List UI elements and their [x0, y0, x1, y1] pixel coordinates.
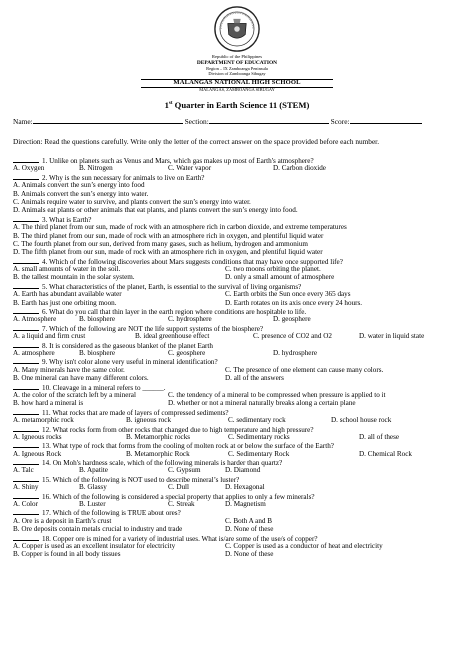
question-text: 17. Which of the following is TRUE about ores?	[42, 509, 181, 518]
choice-option: D. Magnetism	[225, 500, 266, 509]
choice-option: D. school house rock	[331, 416, 392, 425]
choice-option: B. Metamorphic rocks	[126, 432, 191, 441]
choice-row	[13, 332, 467, 340]
question-text: 12. What rocks form from other rocks that changed due to high temperature and high pressure?	[42, 425, 314, 434]
question-line	[13, 282, 467, 290]
question-text: 8. It is considered as the gaseous blanket of the planet Earth	[42, 341, 213, 350]
choice-option: A. metamorphic rock	[13, 416, 74, 425]
choice-text: A. The third planet from our sun, made of rock with an atmosphere rich in carbon dioxide, and extreme temperatures	[13, 223, 347, 232]
header-division: Division of Zamboanga Sibugay	[208, 71, 266, 76]
question-line	[13, 458, 467, 466]
question-line	[13, 408, 467, 416]
answer-blank[interactable]	[13, 534, 39, 541]
choice-option: A. Ore is a deposit in Earth’s crust	[13, 516, 112, 525]
question-text: 13. What type of rock that forms from the cooling of molten rock at or below the surface of the Earth?	[42, 442, 334, 451]
choice-row	[13, 374, 467, 382]
choice-text: B. Animals convert the sun’s energy into water.	[13, 189, 149, 198]
choice-option: D. Carbon dioxide	[273, 164, 326, 173]
choice-row	[13, 466, 467, 474]
choice-option: C. Streak	[168, 500, 195, 509]
answer-blank[interactable]	[13, 173, 39, 180]
answer-blank[interactable]	[13, 425, 39, 432]
choice-option: D. Earth rotates on its axis once every 24 hours.	[225, 298, 363, 307]
choice-option: A. the color of the scratch left by a mineral	[13, 390, 136, 399]
choice-option: C. Gypsum	[168, 466, 201, 475]
question-text: 18. Copper ore is mined for a variety of industrial uses. What is/are some of the use/s of copper?	[42, 534, 318, 543]
choice-option: D. None of these	[225, 550, 274, 559]
choice-row	[13, 517, 467, 525]
choice-row	[13, 542, 467, 550]
choice-option: C. Earth orbits the Sun once every 365 days	[225, 290, 351, 299]
question-line	[13, 156, 467, 164]
choice-option: A. Earth has abundant available water	[13, 290, 122, 299]
choice-line	[13, 223, 467, 231]
choice-option: C. Copper is used as a conductor of heat and electricity	[225, 541, 383, 550]
score-field[interactable]	[350, 116, 422, 124]
choice-option: D. geosphere	[273, 315, 311, 324]
choice-line	[13, 198, 467, 206]
choice-option: C. sedimentary rock	[228, 416, 286, 425]
choice-option: B. Apatite	[79, 466, 108, 475]
answer-blank[interactable]	[13, 156, 39, 163]
choice-option: A. Talc	[13, 466, 34, 475]
question-text: 15. Which of the following is NOT used to describe mineral’s luster?	[42, 475, 240, 484]
choice-row	[13, 450, 467, 458]
answer-blank[interactable]	[13, 357, 39, 364]
question-line	[13, 508, 467, 516]
choice-text: B. The third planet from our sun, made of rock with an atmosphere rich in oxygen, and plentiful liquid water	[13, 231, 324, 240]
choice-option: D. all of these	[359, 432, 400, 441]
answer-blank[interactable]	[13, 441, 39, 448]
question-text: 10. Cleavage in a mineral refers to ______.	[42, 383, 166, 392]
answer-blank[interactable]	[13, 475, 39, 482]
choice-option: C. Both A and B	[225, 516, 273, 525]
choice-row	[13, 433, 467, 441]
name-field[interactable]	[33, 116, 183, 124]
choice-line	[13, 240, 467, 248]
choice-row	[13, 399, 467, 407]
choice-option: B. One mineral can have many different colors.	[13, 374, 149, 383]
exam-title: 1st Quarter in Earth Science 11 (STEM)	[164, 100, 310, 110]
choice-option: A. atmosphere	[13, 348, 55, 357]
question-line	[13, 492, 467, 500]
question-text: 16. Which of the following is considered a special property that applies to only a few minerals?	[42, 492, 315, 501]
choice-option: C. Sedimentary rocks	[228, 432, 290, 441]
question-line	[13, 215, 467, 223]
answer-blank[interactable]	[13, 215, 39, 222]
header-republic: Republic of the Philippines	[211, 54, 263, 59]
choice-option: B. Earth has just one orbiting moon.	[13, 298, 117, 307]
choice-option: B. Copper is found in all body tissues	[13, 550, 121, 559]
answer-blank[interactable]	[13, 282, 39, 289]
choice-row	[13, 483, 467, 491]
choice-option: B. Nitrogen	[79, 164, 113, 173]
question-text: 2. Why is the sun necessary for animals to live on Earth?	[42, 173, 205, 182]
choice-text: D. Animals eat plants or other animals that eat plants, and plants convert the sun’s energy into food.	[13, 206, 298, 215]
choice-option: B. Luster	[79, 500, 106, 509]
choice-option: B. biosphere	[79, 348, 116, 357]
choice-option: C. Dull	[168, 483, 190, 492]
question-text: 5. What characteristics of the planet, Earth, is essential to the survival of living organisms?	[42, 282, 302, 291]
section-label: Section:	[184, 117, 209, 126]
choice-option: D. whether or not a mineral naturally breaks along a certain plane	[168, 399, 356, 408]
choice-text: D. The fifth planet from our sun, made of rock with an atmosphere rich in oxygen, and plentiful liquid water	[13, 248, 323, 257]
question-text: 11. What rocks that are made of layers of compressed sediments?	[42, 408, 229, 417]
choice-row	[13, 525, 467, 533]
question-line	[13, 173, 467, 181]
question-line	[13, 441, 467, 449]
answer-blank[interactable]	[13, 458, 39, 465]
question-line	[13, 341, 467, 349]
questions-list	[13, 156, 467, 559]
choice-option: C. Sedimentary Rock	[228, 449, 290, 458]
choice-line	[13, 190, 467, 198]
choice-row	[13, 349, 467, 357]
deped-seal-icon	[214, 6, 260, 52]
question-line	[13, 357, 467, 365]
answer-blank[interactable]	[13, 492, 39, 499]
question-text: 3. What is Earth?	[42, 215, 92, 224]
question-text: 9. Why isn't color alone very useful in mineral identification?	[42, 358, 218, 367]
choice-option: D. water in liquid state	[359, 332, 425, 341]
choice-option: B. biosphere	[79, 315, 116, 324]
question-text: 1. Unlike on planets such as Venus and Mars, which gas makes up most of Earth's atmosphere?	[42, 157, 314, 165]
choice-option: C. presence of CO2 and O2	[253, 332, 332, 341]
choice-option: C. the tendency of a mineral to be compressed when pressure is applied to it	[168, 390, 386, 399]
answer-blank[interactable]	[13, 508, 39, 515]
choice-option: B. Ore deposits contain metals crucial to industry and trade	[13, 525, 183, 534]
choice-option: D. only a small amount of atmosphere	[225, 273, 335, 282]
question-text: 14. On Moh's hardness scale, which of the following minerals is harder than quartz?	[42, 459, 283, 468]
choice-option: A. Igneous rocks	[13, 432, 62, 441]
choice-option: D. all of the answers	[225, 374, 284, 383]
choice-option: C. The presence of one element can cause many colors.	[225, 365, 384, 374]
question-text: 7. Which of the following are NOT the life support systems of the biosphere?	[42, 324, 264, 333]
choice-option: C. geosphere	[168, 348, 206, 357]
choice-row	[13, 164, 467, 172]
header-region: Region – IX Zamboanga Peninsula	[206, 66, 268, 71]
school-name: MALANGAS NATIONAL HIGH SCHOOL	[173, 79, 301, 86]
choice-row	[13, 273, 467, 281]
question-line	[13, 383, 467, 391]
choice-text: C. The fourth planet from our sun, derived from many gases, such as helium, hydrogen and ammonium	[13, 239, 308, 248]
choice-option: C. two moons orbiting the planet.	[225, 265, 321, 274]
choice-row	[13, 416, 467, 424]
choice-option: D. None of these	[225, 525, 274, 534]
school-address: MALANGAS, ZAMBOANGA SIBUGAY	[199, 87, 275, 92]
choice-option: B. igneous rock	[126, 416, 172, 425]
choice-option: C. Water vapor	[168, 164, 212, 173]
choice-row	[13, 366, 467, 374]
choice-line	[13, 248, 467, 256]
choice-option: A. a liquid and firm crust	[13, 332, 86, 341]
question-line	[13, 475, 467, 483]
question-line	[13, 324, 467, 332]
answer-blank[interactable]	[13, 383, 39, 390]
choice-row	[13, 290, 467, 298]
choice-row	[13, 299, 467, 307]
choice-option: B. how hard a mineral is	[13, 399, 84, 408]
choice-option: A. Shiny	[13, 483, 39, 492]
question-text: 4. Which of the following discoveries about Mars suggests conditions that may have once supported life?	[42, 257, 343, 266]
choice-line	[13, 181, 467, 189]
choice-option: D. Diamond	[225, 466, 261, 475]
score-label: Score:	[330, 117, 350, 126]
question-text: 6. What do you call that thin layer in the earth region where conditions are hospitable to life.	[42, 308, 307, 317]
student-info-row	[13, 116, 463, 126]
choice-option: D. Hexagonal	[225, 483, 265, 492]
choice-option: A. Atmosphere	[13, 315, 57, 324]
choice-row	[13, 550, 467, 558]
answer-blank[interactable]	[13, 408, 39, 415]
choice-option: A. small amounts of water in the soil.	[13, 265, 121, 274]
choice-option: A. Many minerals have the same color.	[13, 365, 125, 374]
choice-row	[13, 500, 467, 508]
answer-blank[interactable]	[13, 307, 39, 314]
choice-text: A. Animals convert the sun’s energy into food	[13, 181, 145, 190]
question-line	[13, 257, 467, 265]
choice-option: A. Oxygen	[13, 164, 45, 173]
choice-option: A. Copper is used as an excellent insulator for electricity	[13, 541, 176, 550]
header-department: DEPARTMENT OF EDUCATION	[196, 60, 278, 66]
choice-option: B. ideal greenhouse effect	[135, 332, 210, 341]
choice-row	[13, 315, 467, 323]
choice-option: A. Igneous Rock	[13, 449, 62, 458]
question-line	[13, 425, 467, 433]
choice-option: C. hydrosphere	[168, 315, 212, 324]
question-line	[13, 307, 467, 315]
choice-option: B. Metamorphic Rock	[126, 449, 190, 458]
answer-blank[interactable]	[13, 324, 39, 331]
name-label: Name:	[13, 117, 33, 126]
answer-blank[interactable]	[13, 341, 39, 348]
choice-option: D. Chemical Rock	[359, 449, 412, 458]
answer-blank[interactable]	[13, 257, 39, 264]
choice-text: C. Animals require water to survive, and plants convert the sun’s energy into water.	[13, 197, 251, 206]
choice-row	[13, 391, 467, 399]
section-field[interactable]	[209, 116, 329, 124]
choice-option: D. hydrosphere	[273, 348, 318, 357]
directions: Direction: Read the questions carefully. Write only the letter of the correct answer on the space provided before each number.	[13, 137, 380, 146]
choice-line	[13, 206, 467, 214]
choice-line	[13, 232, 467, 240]
choice-option: B. Glassy	[79, 483, 107, 492]
choice-row	[13, 265, 467, 273]
question-line	[13, 534, 467, 542]
choice-option: A. Color	[13, 500, 38, 509]
choice-option: B. the tallest mountain in the solar system.	[13, 273, 135, 282]
